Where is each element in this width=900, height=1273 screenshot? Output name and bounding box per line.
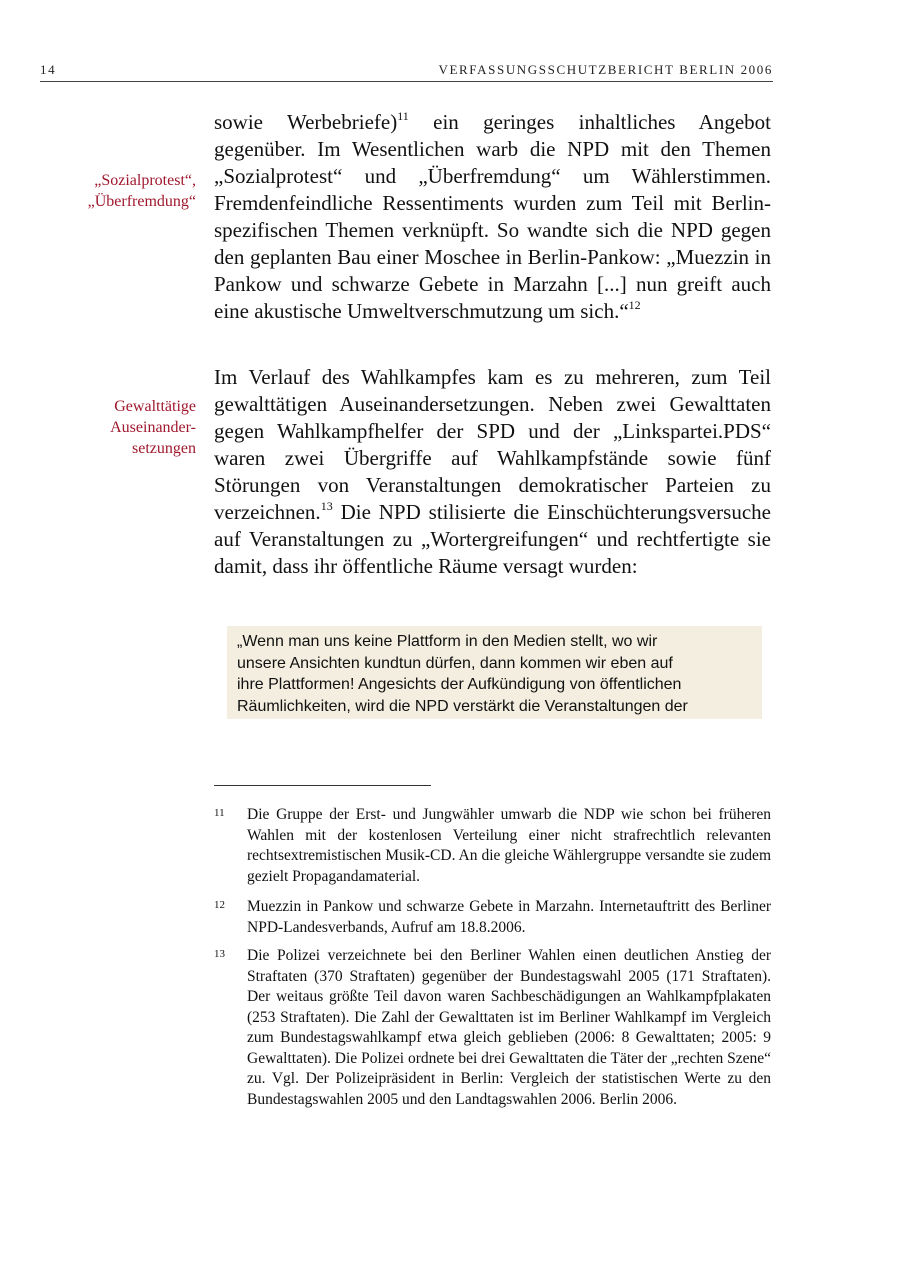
margin-note-line: „Sozialprotest“, [94, 172, 196, 189]
footnote-12 [214, 897, 771, 938]
footnote-ref-11[interactable]: 11 [397, 109, 409, 123]
header-rule [40, 81, 773, 82]
margin-note-line: Auseinander- [110, 419, 196, 436]
footnote-number: 11 [214, 807, 225, 819]
body-paragraph-1: sowie Werbebriefe)$^{11}$ ein geringes inhaltliches Angebot gegenüber. Im Wesentlichen warb die NPD mit den Themen „Sozialprotest“ und „Überfremdung“ um Wählerstimmen. Fremdenfeindliche Ressentiments wurden zum Teil mit Berlin-spezifischen Themen verknüpft. So wandte sich die NPD gegen den geplanten Bau einer Moschee in Berlin-Pankow: „Muezzin in Pankow und schwarze Gebete in Marzahn [...] nun greift auch eine akustische Umweltverschmutzung um sich.“$^{12}$ [214, 109, 771, 323]
running-title: VERFASSUNGSSCHUTZBERICHT BERLIN 2006 [438, 62, 773, 77]
footnote-text: Die Polizei verzeichnete bei den Berliner Wahlen einen deutlichen Anstieg der Straftaten (370 Straftaten) gegenüber der Bundestagswahl 2005 (171 Straftaten). Der weitaus größte Teil davon waren Sachbeschädigungen an Wahlkampfplakaten (253 Straftaten). Die Zahl der Gewalttaten ist im Berliner Wahlkampf im Vergleich zum Bundestagswahlkampf etwa gleich geblieben (2006: 8 Gewalttaten; 2005: 9 Gewalttaten). Die Polizei ordnete bei drei Gewalttaten die Täter der „rechten Szene“ zu. Vgl. Der Polizeipräsident in Berlin: Vergleich der statistischen Werte zu den Bundestagswahlen 2005 und den Landtagswahlen 2006. Berlin 2006. [247, 947, 771, 1108]
quote-line: „Wenn man uns keine Plattform in den Medien stellt, wo wir [237, 633, 658, 650]
footnote-ref-12[interactable]: 12 [628, 298, 641, 312]
footnote-text: Muezzin in Pankow und schwarze Gebete in Marzahn. Internetauftritt des Berliner NPD-Landesverbands, Aufruf am 18.8.2006. [247, 898, 771, 936]
quote-line: Räumlichkeiten, wird die NPD verstärkt die Veranstaltungen der [237, 697, 688, 715]
margin-note-line: setzungen [132, 440, 196, 457]
body-paragraph-2: Im Verlauf des Wahlkampfes kam es zu mehreren, zum Teil gewalttätigen Auseinandersetzungen. Neben zwei Gewalttaten gegen Wahlkampfhelfer der SPD und der „Linkspartei.PDS“ waren zwei Übergriffe auf Wahlkampfstände sowie fünf Störungen von Veranstaltungen demokratischer Parteien zu verzeichnen.$^{13}$ Die NPD stilisierte die Einschüchterungsversuche auf Veranstaltungen zu „Wortergreifungen“ und rechtfertigte sie damit, dass ihr öffentliche Räume versagt wurden: [214, 365, 771, 578]
quote-line: ihre Plattformen! Angesichts der Aufkündigung von öffentlichen [237, 676, 682, 693]
quote-line: unsere Ansichten kundtun dürfen, dann kommen wir eben auf [237, 654, 673, 672]
margin-note-line: „Überfremdung“ [87, 193, 196, 210]
footnote-13 [214, 946, 771, 1110]
page-number: 14 [40, 62, 57, 77]
margin-note-sozialprotest [88, 170, 196, 212]
footnote-text: Die Gruppe der Erst- und Jungwähler umwarb die NDP wie schon bei früheren Wahlen mit der kostenlosen Verteilung einer nicht strafrechtlich relevanten rechtsextremistischen Musik-CD. An die gleiche Wählergruppe versandte sie zudem gezielt Propagandamaterial. [247, 806, 771, 885]
footnote-ref-13[interactable]: 13 [320, 499, 333, 513]
margin-note-line: Gewalttätige [114, 398, 196, 415]
footnote-separator [214, 785, 431, 786]
footnote-number: 12 [214, 899, 225, 911]
footnote-number: 13 [214, 948, 225, 960]
margin-note-gewalttaetige [110, 396, 196, 459]
footnote-11 [214, 805, 771, 887]
quote-box [227, 626, 762, 719]
